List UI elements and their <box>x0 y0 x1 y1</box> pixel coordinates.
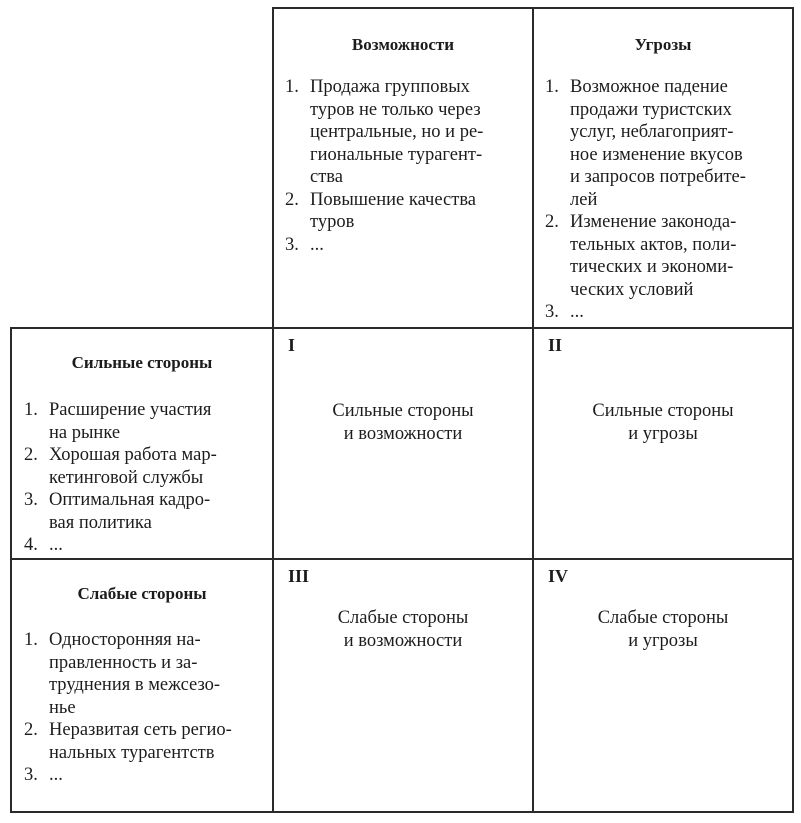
grid-line <box>10 811 794 813</box>
list-item: 2. Неразвитая сеть регио- нальных турагентств <box>24 720 232 763</box>
weaknesses-list <box>24 629 260 787</box>
quadrant-number: III <box>288 566 310 586</box>
quadrant-label: Сильные стороны и возможности <box>332 401 474 444</box>
quadrant-label: Сильные стороны и угрозы <box>592 401 734 444</box>
list-item: 3. ... <box>545 302 584 322</box>
weaknesses-cell <box>12 560 272 811</box>
quadrant-number: II <box>548 335 563 355</box>
quadrant-weaknesses-threats <box>534 560 792 811</box>
list-item: 4. ... <box>24 535 63 555</box>
list-item: 2. Изменение законода- тельных актов, поли- тических и экономи- ческих условий <box>545 212 737 300</box>
quadrant-label: Слабые стороны и возможности <box>337 608 469 651</box>
weaknesses-title: Слабые стороны <box>77 584 207 603</box>
list-item: 3. ... <box>285 234 324 255</box>
threats-list <box>545 76 780 324</box>
list-item: 3. Оптимальная кадро- вая политика <box>24 490 211 533</box>
opportunities-title: Возможности <box>351 35 455 54</box>
list-item: 1. Возможное падение продажи туристских услуг, неблагоприят- ное изменение вкусов и запросов потребите- лей <box>545 77 746 210</box>
strengths-list <box>24 399 260 557</box>
quadrant-number: I <box>288 335 296 355</box>
list-item: 1. Односторонняя на- правленность и за- труднения в межсезо- нье <box>24 630 221 718</box>
quadrant-label: Слабые стороны и угрозы <box>597 608 729 651</box>
list-item: 2. Хорошая работа мар- кетинговой службы <box>24 445 217 488</box>
grid-line <box>792 7 794 813</box>
list-item: 3. ... <box>24 765 63 785</box>
opportunities-list <box>285 76 520 256</box>
list-item: 1. Расширение участия на рынке <box>24 400 212 443</box>
threats-cell <box>534 9 792 327</box>
quadrant-weaknesses-opportunities <box>274 560 532 811</box>
quadrant-strengths-threats <box>534 329 792 558</box>
opportunities-cell <box>274 9 532 327</box>
list-item: 2. Повышение качества туров <box>285 189 477 232</box>
strengths-title: Сильные стороны <box>71 353 213 372</box>
quadrant-number: IV <box>548 566 569 586</box>
list-item: 1. Продажа групповых туров не только через центральные, но и ре- гиональные турагент- ства <box>285 77 484 187</box>
quadrant-strengths-opportunities <box>274 329 532 558</box>
threats-title: Угрозы <box>634 35 692 54</box>
strengths-cell <box>12 329 272 558</box>
